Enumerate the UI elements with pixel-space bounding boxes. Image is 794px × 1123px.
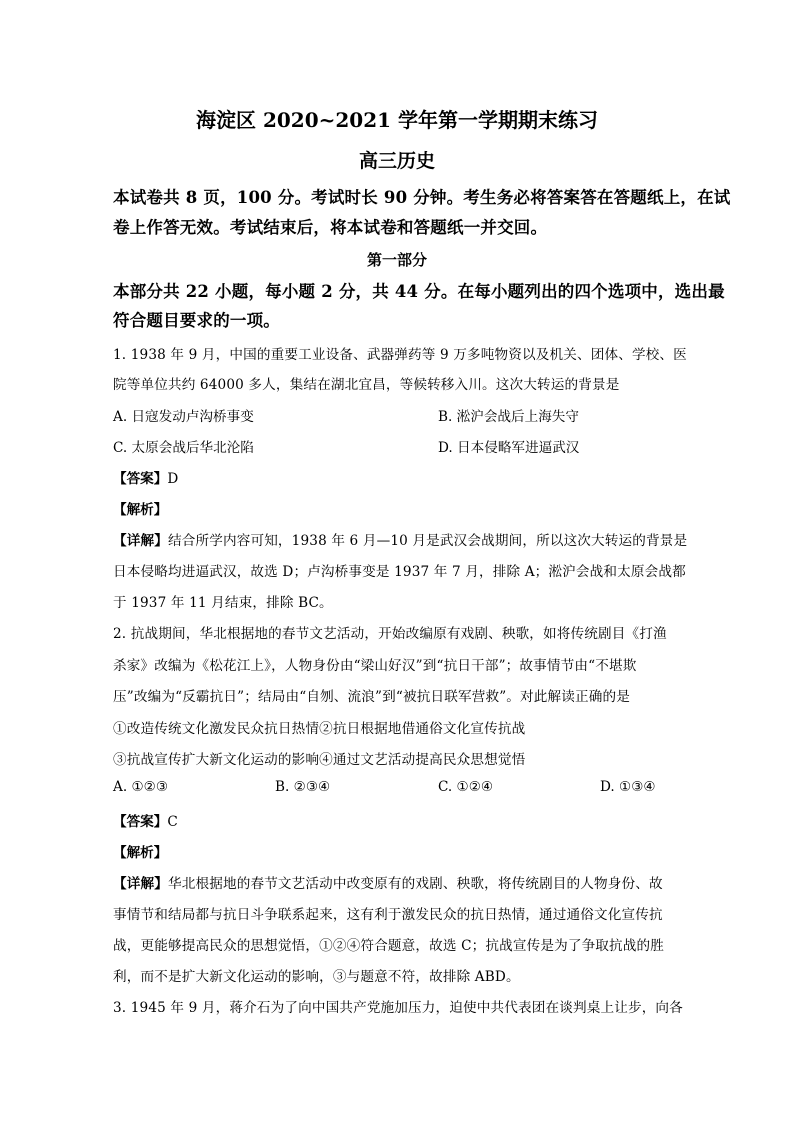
q2-answer-label: 【答案】 (113, 814, 168, 830)
q1-option-c: C. 太原会战后华北沦陷 (113, 440, 254, 456)
instructions-line-2: 卷上作答无效。考试结束后，将本试卷和答题纸一并交回。 (113, 218, 548, 237)
q2-detail-line-1 (113, 872, 683, 892)
q2-stem-line-1: 2. 抗战期间，华北根据地的春节文艺活动，开始改编原有戏剧、秧歌，如将传统剧目《打渔 (113, 626, 667, 642)
q2-option-b: B. ②③④ (275, 779, 331, 795)
q3-stem-line-1: 3. 1945 年 9 月，蒋介石为了向中国共产党施加压力，迫使中共代表团在谈判桌上让步，向各 (113, 1000, 683, 1016)
q1-detail-line-1 (113, 529, 688, 549)
q2-option-d: D. ①③④ (600, 779, 656, 795)
q2-option-a: A. ①②③ (113, 779, 169, 795)
q2-analysis (113, 841, 683, 861)
q2-detail-text-1: 华北根据地的春节文艺活动中改变原有的戏剧、秧歌，将传统剧目的人物身份、故 (167, 876, 663, 892)
q1-stem-line-1: 1. 1938 年 9 月，中国的重要工业设备、武器弹药等 9 万多吨物资以及机关、团体、学校、医 (113, 347, 687, 363)
q1-analysis (113, 498, 683, 518)
q1-detail-label: 【详解】 (113, 533, 168, 549)
q1-answer-label: 【答案】 (113, 471, 168, 487)
section-desc-line-1: 本部分共 22 小题，每小题 2 分，共 44 分。在每小题列出的四个选项中，选出最 (113, 282, 725, 301)
q2-option-c: C. ①②④ (438, 779, 494, 795)
q1-option-b: B. 淞沪会战后上海失守 (438, 409, 579, 425)
q1-answer-value: D (167, 471, 179, 487)
q1-detail-line-3: 于 1937 年 11 月结束，排除 BC。 (113, 595, 333, 611)
exam-title: 海淀区 2020~2021 学年第一学期期末练习 (195, 108, 598, 132)
q2-detail-line-3: 战，更能够提高民众的思想觉悟，①②④符合题意，故选 C；抗战宣传是为了争取抗战的胜 (113, 938, 665, 954)
q2-detail-line-2: 事情节和结局都与抗日斗争联系起来，这有利于激发民众的抗日热情，通过通俗文化宣传抗 (113, 907, 663, 923)
q2-stem-line-2: 杀家》改编为《松花江上》，人物身份由“梁山好汉”到“抗日干部”；故事情节由“不堪欺 (113, 658, 637, 674)
q1-option-a: A. 日寇发动卢沟桥事变 (113, 409, 254, 425)
section-desc-line-2: 符合题目要求的一项。 (113, 311, 280, 330)
q2-answer (113, 810, 683, 830)
exam-subtitle: 高三历史 (358, 150, 435, 172)
q2-statement-line-2: ③抗战宣传扩大新文化运动的影响④通过文艺活动提高民众思想觉悟 (113, 752, 526, 768)
instructions-line-1: 本试卷共 8 页，100 分。考试时长 90 分钟。考生务必将答案答在答题纸上，在试 (113, 188, 731, 207)
q1-detail-line-2: 日本侵略均进逼武汉，故选 D；卢沟桥事变是 1937 年 7 月，排除 A；淞沪会战和太原会战都 (113, 564, 686, 580)
q1-answer (113, 467, 683, 487)
q2-analysis-label: 【解析】 (113, 845, 168, 861)
q2-detail-line-4: 利，而不是扩大新文化运动的影响，③与题意不符，故排除 ABD。 (113, 969, 520, 985)
section-title: 第一部分 (366, 251, 427, 269)
q2-statement-line-1: ①改造传统文化激发民众抗日热情②抗日根据地借通俗文化宣传抗战 (113, 721, 526, 737)
q1-stem-line-2: 院等单位共约 64000 多人，集结在湖北宜昌，等候转移入川。这次大转运的背景是 (113, 377, 620, 393)
q2-stem-line-3: 压”改编为“反霸抗日”；结局由“自刎、流浪”到“被抗日联军营救”。对此解读正确的是 (113, 689, 630, 705)
q1-detail-text-1: 结合所学内容可知，1938 年 6 月—10 月是武汉会战期间，所以这次大转运的背景是 (167, 533, 688, 549)
q1-option-d: D. 日本侵略军进逼武汉 (438, 440, 580, 456)
q2-answer-value: C (167, 814, 178, 830)
q1-analysis-label: 【解析】 (113, 502, 168, 518)
q2-detail-label: 【详解】 (113, 876, 168, 892)
